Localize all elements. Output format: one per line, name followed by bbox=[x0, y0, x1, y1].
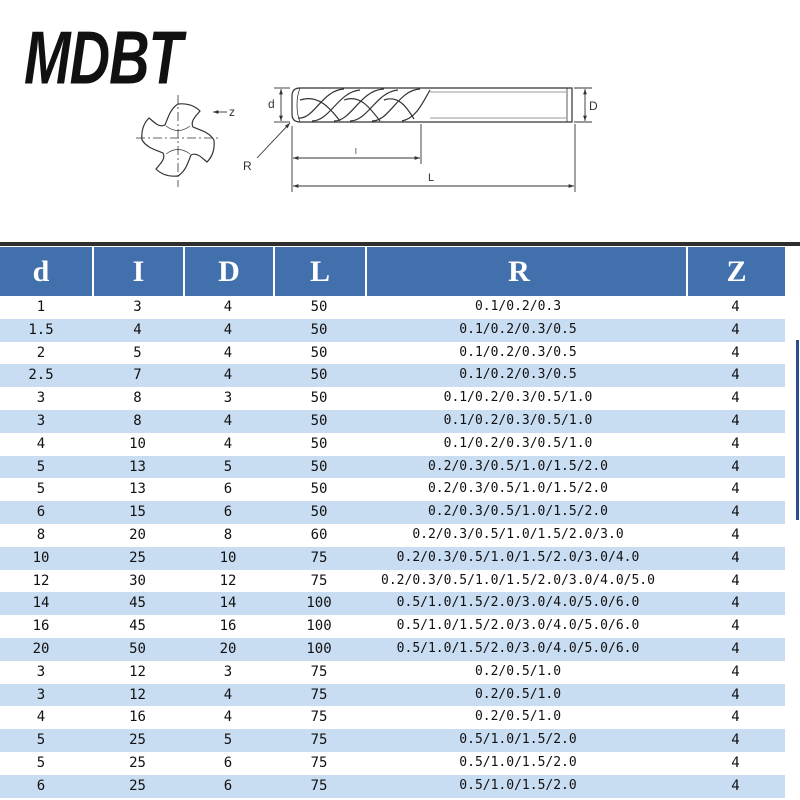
cutting-diameter-cell: 16 bbox=[32, 618, 50, 635]
table-row bbox=[0, 615, 785, 638]
cutting-diameter-cell: 3 bbox=[36, 663, 46, 680]
table-row bbox=[0, 661, 785, 684]
shank-diameter-cell: 10 bbox=[219, 549, 237, 566]
corner-radius-cell: 0.5/1.0/1.5/2.0/3.0/4.0/5.0/6.0 bbox=[396, 640, 640, 656]
cutting-diameter-cell: 3 bbox=[36, 412, 46, 429]
shank-diameter-cell: 20 bbox=[219, 640, 237, 657]
header-overall-length: L bbox=[273, 247, 365, 296]
table-top-rule bbox=[0, 242, 800, 246]
overall-length-cell: 50 bbox=[310, 458, 328, 475]
cutting-diameter-cell: 5 bbox=[36, 754, 46, 771]
flute-count-cell: 4 bbox=[731, 367, 740, 384]
table-row bbox=[0, 342, 785, 365]
overall-length-cell: 60 bbox=[310, 526, 328, 543]
shank-diameter-cell: 4 bbox=[223, 435, 233, 452]
overall-length-cell: 75 bbox=[310, 549, 328, 566]
flute-length-cell: 45 bbox=[129, 618, 146, 635]
flute-count-cell: 4 bbox=[731, 686, 740, 703]
table-row bbox=[0, 364, 785, 387]
overall-length-cell: 100 bbox=[306, 595, 332, 612]
shank-diameter-cell: 5 bbox=[223, 458, 233, 475]
cutting-diameter-cell: 10 bbox=[32, 549, 50, 566]
dimensions bbox=[257, 88, 592, 192]
flute-count-cell: 4 bbox=[731, 526, 740, 543]
flute-count-cell: 4 bbox=[731, 435, 740, 452]
table-row bbox=[0, 410, 785, 433]
flute-count-cell: 4 bbox=[731, 481, 740, 498]
table-row bbox=[0, 547, 785, 570]
flute-count-cell: 4 bbox=[731, 344, 740, 361]
shank-diameter-cell: 4 bbox=[223, 709, 233, 726]
cutting-diameter-cell: 4 bbox=[36, 435, 46, 452]
flute-count-cell: 4 bbox=[731, 595, 740, 612]
flute-edge bbox=[384, 99, 414, 119]
cutting-diameter-cell: 12 bbox=[32, 572, 50, 589]
table-row bbox=[0, 638, 785, 661]
overall-length-cell: 50 bbox=[310, 504, 328, 521]
table-row bbox=[0, 775, 785, 798]
corner-radius-cell: 0.1/0.2/0.3/0.5 bbox=[459, 321, 577, 337]
cutting-diameter-cell: 2 bbox=[36, 344, 46, 361]
shank-diameter-cell: 4 bbox=[223, 344, 233, 361]
flute-length-cell: 7 bbox=[133, 367, 142, 384]
R-leader-line bbox=[257, 123, 290, 158]
flute-count-cell: 4 bbox=[731, 709, 740, 726]
flute-length-cell: 30 bbox=[129, 572, 146, 589]
shank-diameter-cell: 6 bbox=[223, 481, 233, 498]
overall-length-cell: 50 bbox=[310, 435, 328, 452]
overall-length-cell: 75 bbox=[310, 709, 328, 726]
shank-diameter-cell: 8 bbox=[223, 526, 233, 543]
radius-label: R bbox=[243, 159, 252, 173]
flute-length-cell: 25 bbox=[129, 777, 146, 794]
header-flute-length: I bbox=[92, 247, 183, 296]
header-corner-radius: R bbox=[365, 247, 686, 296]
flute-count-cell: 4 bbox=[731, 640, 740, 657]
overall-length-cell: 100 bbox=[306, 640, 332, 657]
flute-length-cell: 25 bbox=[129, 549, 146, 566]
flute-length-cell: 13 bbox=[129, 458, 146, 475]
corner-radius-cell: 0.1/0.2/0.3/0.5 bbox=[459, 344, 577, 360]
corner-radius-cell: 0.2/0.3/0.5/1.0/1.5/2.0 bbox=[427, 481, 608, 497]
spec-table bbox=[0, 247, 785, 798]
cutting-diameter-cell: 1 bbox=[36, 299, 46, 315]
table-row bbox=[0, 478, 785, 501]
cutting-diameter-cell: 2.5 bbox=[28, 367, 54, 384]
flute-count-cell: 4 bbox=[731, 299, 740, 315]
corner-radius-cell: 0.1/0.2/0.3/0.5/1.0 bbox=[443, 412, 593, 428]
flute-length-cell: 5 bbox=[133, 344, 142, 361]
shank-diameter-cell: 4 bbox=[223, 321, 233, 338]
table-row bbox=[0, 387, 785, 410]
shank-diameter-cell: 5 bbox=[223, 732, 233, 749]
core-web bbox=[166, 126, 190, 154]
table-row bbox=[0, 319, 785, 342]
shank-diameter-cell: 4 bbox=[223, 299, 233, 315]
overall-length-cell: 50 bbox=[310, 321, 328, 338]
overall-length-label: L bbox=[428, 172, 435, 184]
flute-length-cell: 4 bbox=[133, 321, 142, 338]
corner-radius-cell: 0.2/0.3/0.5/1.0/1.5/2.0/3.0/4.0/5.0 bbox=[381, 572, 655, 588]
flute-count-cell: 4 bbox=[731, 321, 740, 338]
cutting-diameter-cell: 20 bbox=[32, 640, 50, 657]
shank-diameter-cell: 6 bbox=[223, 777, 233, 794]
table-row bbox=[0, 501, 785, 524]
flute-count-cell: 4 bbox=[731, 777, 740, 794]
flute-length-cell: 10 bbox=[129, 435, 146, 452]
overall-length-cell: 50 bbox=[310, 390, 328, 407]
shank-diameter-cell: 4 bbox=[223, 686, 233, 703]
shank-diameter-cell: 3 bbox=[223, 390, 233, 407]
header-shank-diameter: D bbox=[183, 247, 273, 296]
shank-diameter-cell: 6 bbox=[223, 504, 233, 521]
flute-length-cell: 8 bbox=[133, 412, 142, 429]
dim-label-d: d bbox=[268, 97, 275, 111]
flute-length-cell: 12 bbox=[129, 686, 146, 703]
corner-radius-cell: 0.2/0.5/1.0 bbox=[474, 686, 562, 702]
flute-profile bbox=[142, 140, 178, 176]
corner-radius-cell: 0.5/1.0/1.5/2.0/3.0/4.0/5.0/6.0 bbox=[396, 618, 640, 634]
cutting-diameter-cell: 1.5 bbox=[28, 321, 54, 338]
brand-logo: MDBT bbox=[24, 14, 182, 100]
overall-length-cell: 75 bbox=[310, 686, 328, 703]
table-row bbox=[0, 684, 785, 707]
cutting-diameter-cell: 3 bbox=[36, 390, 46, 407]
flute-length-cell: 25 bbox=[129, 732, 146, 749]
overall-length-cell: 75 bbox=[310, 777, 328, 794]
flute-length-cell: 13 bbox=[129, 481, 146, 498]
cross-section-view bbox=[136, 95, 220, 187]
flute-length-cell: 8 bbox=[133, 390, 142, 407]
flute-count-cell: 4 bbox=[731, 618, 740, 635]
overall-length-cell: 100 bbox=[306, 618, 332, 635]
overall-length-cell: 75 bbox=[310, 754, 328, 771]
shank-diameter-cell: 14 bbox=[219, 595, 237, 612]
cutting-diameter-cell: 6 bbox=[36, 504, 46, 521]
table-header bbox=[0, 247, 785, 296]
corner-radius-cell: 0.2/0.5/1.0 bbox=[474, 709, 562, 725]
table-row bbox=[0, 729, 785, 752]
cutting-diameter-cell: 3 bbox=[36, 686, 46, 703]
shank-diameter-cell: 4 bbox=[223, 367, 233, 384]
flute-edge bbox=[344, 99, 380, 121]
corner-radius-cell: 0.1/0.2/0.3/0.5/1.0 bbox=[443, 390, 593, 406]
table-row bbox=[0, 433, 785, 456]
edge-bar bbox=[796, 340, 799, 520]
flute-length-cell: 16 bbox=[129, 709, 146, 726]
overall-length-cell: 75 bbox=[310, 572, 328, 589]
overall-length-cell: 50 bbox=[310, 481, 328, 498]
axis-label-z: z bbox=[229, 105, 235, 119]
shank-outline bbox=[428, 88, 572, 122]
flute-profile bbox=[142, 104, 178, 140]
flute-edge bbox=[300, 99, 340, 121]
cutting-diameter-cell: 6 bbox=[36, 777, 46, 794]
flute-count-cell: 4 bbox=[731, 504, 740, 521]
flute-profile bbox=[178, 140, 214, 176]
corner-radius-cell: 0.5/1.0/1.5/2.0/3.0/4.0/5.0/6.0 bbox=[396, 595, 640, 611]
cutting-diameter-cell: 8 bbox=[36, 526, 46, 543]
overall-length-cell: 50 bbox=[310, 412, 328, 429]
flute-count-cell: 4 bbox=[731, 732, 740, 749]
end-mill-drawing bbox=[0, 0, 800, 240]
overall-length-cell: 50 bbox=[310, 299, 328, 315]
header-cutting-diameter: d bbox=[32, 255, 50, 288]
flute-length-cell: 20 bbox=[129, 526, 146, 543]
shank-diameter-cell: 4 bbox=[223, 412, 233, 429]
shank-diameter-cell: 6 bbox=[223, 754, 233, 771]
overall-length-cell: 50 bbox=[310, 367, 328, 384]
cutting-diameter-cell: 5 bbox=[36, 458, 46, 475]
overall-length-cell: 50 bbox=[310, 344, 328, 361]
flute-count-cell: 4 bbox=[731, 390, 740, 407]
cutting-diameter-cell: 4 bbox=[36, 709, 46, 726]
shank-diameter-cell: 16 bbox=[219, 618, 237, 635]
header-flute-count: Z bbox=[686, 247, 785, 296]
corner-radius-cell: 0.2/0.3/0.5/1.0/1.5/2.0 bbox=[427, 458, 608, 474]
cutting-diameter-cell: 5 bbox=[36, 481, 46, 498]
table-body bbox=[0, 296, 785, 798]
table-row bbox=[0, 524, 785, 547]
overall-length-cell: 75 bbox=[310, 732, 328, 749]
flute-length-cell: 45 bbox=[129, 595, 146, 612]
cutter-tip-edge bbox=[297, 88, 300, 122]
table-row bbox=[0, 706, 785, 729]
table-row bbox=[0, 752, 785, 775]
corner-radius-cell: 0.5/1.0/1.5/2.0 bbox=[459, 777, 577, 793]
corner-radius-cell: 0.1/0.2/0.3 bbox=[474, 299, 562, 314]
flute-count-cell: 4 bbox=[731, 412, 740, 429]
flute-length-cell: 50 bbox=[129, 640, 146, 657]
corner-radius-cell: 0.2/0.5/1.0 bbox=[474, 663, 562, 679]
shank-diameter-cell: 12 bbox=[219, 572, 237, 589]
flute-profile bbox=[178, 104, 214, 140]
shank-diameter-cell: 3 bbox=[223, 663, 233, 680]
flute-length-cell: 25 bbox=[129, 754, 146, 771]
table-row bbox=[0, 592, 785, 615]
flute-count-cell: 4 bbox=[731, 754, 740, 771]
corner-radius-cell: 0.1/0.2/0.3/0.5 bbox=[459, 367, 577, 383]
flute-length-label: l bbox=[355, 147, 357, 156]
corner-radius-cell: 0.1/0.2/0.3/0.5/1.0 bbox=[443, 435, 593, 451]
flute-length-cell: 12 bbox=[129, 663, 146, 680]
cutter-tip bbox=[292, 88, 300, 122]
corner-radius-cell: 0.5/1.0/1.5/2.0 bbox=[459, 754, 577, 770]
table-row bbox=[0, 296, 785, 319]
flute-count-cell: 4 bbox=[731, 663, 740, 680]
corner-radius-cell: 0.2/0.3/0.5/1.0/1.5/2.0 bbox=[427, 504, 608, 520]
flute-count-cell: 4 bbox=[731, 458, 740, 475]
corner-radius-cell: 0.2/0.3/0.5/1.0/1.5/2.0/3.0/4.0 bbox=[396, 549, 640, 565]
flute-length-cell: 3 bbox=[133, 299, 142, 315]
overall-length-cell: 75 bbox=[310, 663, 328, 680]
table-row bbox=[0, 570, 785, 593]
flute-count-cell: 4 bbox=[731, 549, 740, 566]
flute-count-cell: 4 bbox=[731, 572, 740, 589]
cutting-diameter-cell: 14 bbox=[32, 595, 50, 612]
dim-label-D: D bbox=[589, 99, 598, 113]
table-row bbox=[0, 456, 785, 479]
side-view bbox=[292, 88, 572, 122]
corner-radius-cell: 0.5/1.0/1.5/2.0 bbox=[459, 732, 577, 748]
flute-length-cell: 15 bbox=[129, 504, 146, 521]
cutting-diameter-cell: 5 bbox=[36, 732, 46, 749]
corner-radius-cell: 0.2/0.3/0.5/1.0/1.5/2.0/3.0 bbox=[412, 526, 624, 542]
